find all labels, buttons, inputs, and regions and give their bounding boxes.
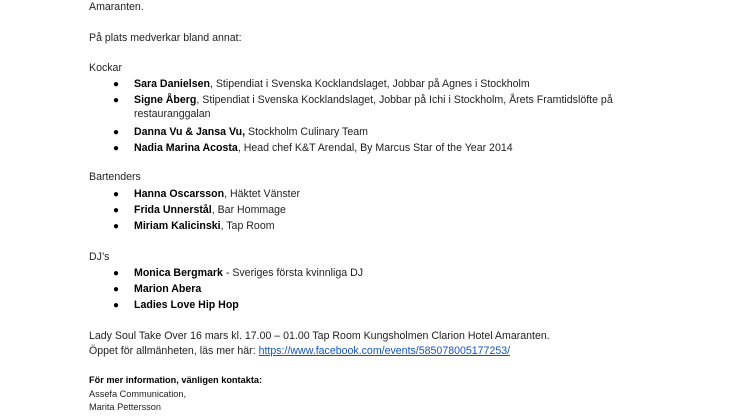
bartender-detail: , Tap Room [220,220,275,232]
bartender-detail: , Häktet Vänster [224,188,301,200]
bullet-icon: ● [113,127,120,138]
top-fragment: Amaranten. [89,1,144,13]
bullet-icon: ● [113,300,120,311]
chef-name: Sara Danielsen [134,78,210,90]
dj-name: Monica Bergmark [134,267,223,279]
chef-name: Nadia Marina Acosta [134,142,238,154]
facebook-event-link[interactable]: https://www.facebook.com/events/585078005177253/ [258,345,511,357]
event-info: Lady Soul Take Over 16 mars kl. 17.00 – 01.00 Tap Room Kungsholmen Clarion Hotel Amaranten. [89,330,550,342]
bartenders-heading: Bartenders [89,171,141,183]
chef-detail: , Stipendiat i Svenska Kocklandslaget, Jobbar på Ichi i Stockholm, Årets Framtidslöfte på [196,94,613,106]
bullet-icon: ● [113,268,120,279]
bartender-name: Frida Unnerstål [134,204,212,216]
djs-heading: DJ’s [89,251,110,263]
dj-name: Ladies Love Hip Hop [134,299,239,311]
chef-detail: Stockholm Culinary Team [245,126,368,138]
bullet-icon: ● [113,189,120,200]
bullet-icon: ● [113,284,120,295]
contact-heading: För mer information, vänligen kontakta: [89,375,263,385]
chef-detail: , Head chef K&T Arendal, By Marcus Star of the Year 2014 [237,142,513,154]
chef-detail-continued: restauranggalan [134,108,211,120]
bullet-icon: ● [113,79,120,90]
chef-name: Signe Åberg [134,94,197,106]
contact-person: Marita Pettersson [89,402,161,412]
public-info-text: Öppet för allmänheten, läs mer här: [89,345,259,357]
dj-detail: - Sveriges första kvinnliga DJ [222,267,364,279]
bullet-icon: ● [113,95,120,106]
intro-text: På plats medverkar bland annat: [89,32,242,44]
bullet-icon: ● [113,221,120,232]
bartender-detail: , Bar Hommage [211,204,286,216]
bullet-icon: ● [113,143,120,154]
bartender-name: Hanna Oscarsson [134,188,225,200]
chef-detail: , Stipendiat i Svenska Kocklandslaget, Jobbar på Agnes i Stockholm [209,78,530,90]
chefs-heading: Kockar [89,62,122,74]
bullet-icon: ● [113,205,120,216]
public-info [89,345,510,358]
dj-name: Marion Abera [134,283,202,295]
chef-name: Danna Vu & Jansa Vu, [134,126,246,138]
contact-company: Assefa Communication, [89,389,187,399]
bartender-name: Miriam Kalicinski [134,220,221,232]
